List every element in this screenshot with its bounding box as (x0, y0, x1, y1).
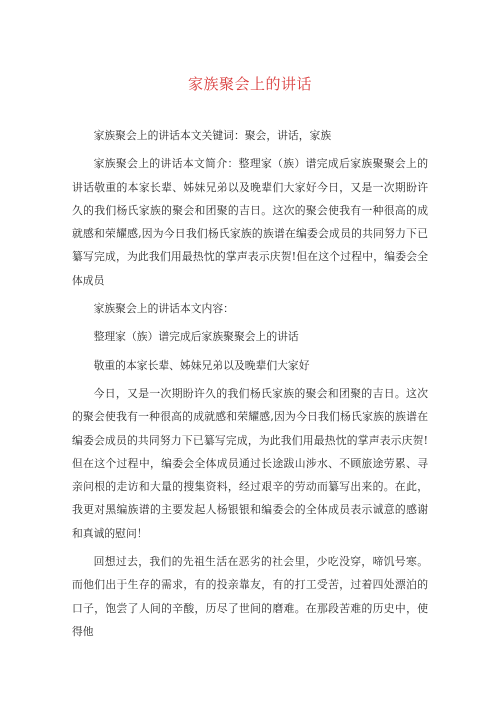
paragraph-body-2: 回想过去，我们的先祖生活在恶劣的社会里，少吃没穿，啼饥号寒。而他们出于生存的需求，有的投亲靠友，有的打工受苦，过着四处漂泊的口子，饱尝了人间的辛酸，历尽了世间的磨难。在那段苦难的历史中，使得他 (72, 555, 428, 638)
paragraph-greeting: 敬重的本家长辈、姊妹兄弟以及晚辈们大家好 (93, 358, 310, 372)
paragraph-body-1: 今日，又是一次期盼许久的我们杨氏家族的聚会和团聚的吉日。这次的聚会使我有一种很高的成就感和荣耀感,因为今日我们杨氏家族的族谱在编委会成员的共同努力下已纂写完成，为此我们用最热忱的掌声表示庆贺!但在这个过程中，编委会全体成员通过长途跋山涉水、不顾旅途劳累、寻亲问根的走访和大量的搜集资料，经过艰辛的劳动而纂写出来的。在此，我更对黑编族谱的主要发起人杨银银和编委会的全体成员表示诚意的感谢和真诚的慰问！ (72, 386, 428, 540)
paragraph-summary: 家族聚会上的讲话本文简介：整理家（族）谱完成后家族聚聚会上的讲话敬重的本家长辈、姊妹兄弟以及晚辈们大家好今日，又是一次期盼许久的我们杨氏家族的聚会和团聚的吉日。这次的聚会使我有一种很高的成就感和荣耀感,因为今日我们杨氏家族的族谱在编委会成员的共同努力下已纂写完成，为此我们用最热忱的掌声表示庆贺!但在这个过程中，编委会全体成员 (72, 157, 428, 287)
paragraph-content-heading: 家族聚会上的讲话本文内容： (93, 302, 234, 316)
document-title: 家族聚会上的讲话 (187, 75, 312, 93)
paragraph-speech-title: 整理家（族）谱完成后家族聚聚会上的讲话 (93, 330, 299, 344)
paragraph-keywords: 家族聚会上的讲话本文关键词：聚会，讲话，家族 (93, 129, 332, 142)
